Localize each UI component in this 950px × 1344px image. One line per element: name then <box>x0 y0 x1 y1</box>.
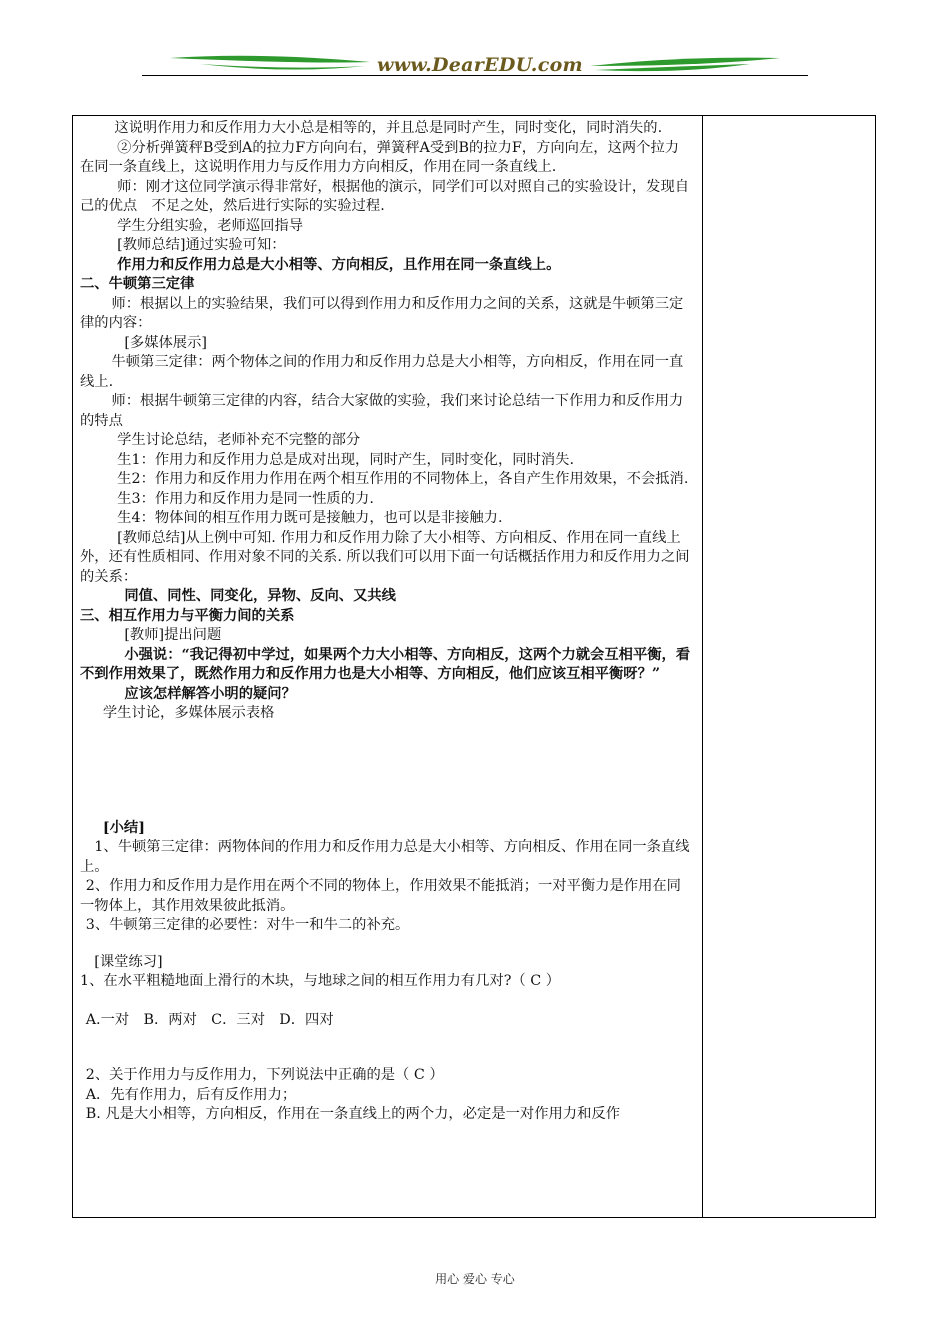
question: 应该怎样解答小明的疑问？ <box>124 685 296 702</box>
paragraph: 学生分组实验，老师巡回指导 <box>117 217 304 234</box>
summary-heading: [小结] <box>102 819 145 836</box>
section-heading: 二、牛顿第三定律 <box>80 276 195 292</box>
blank-space <box>80 936 692 953</box>
page-footer: 用心 爱心 专心 <box>435 1272 515 1286</box>
summary-item: 3、牛顿第三定律的必要性：对牛一和牛二的补充。 <box>85 917 410 933</box>
exercise-option: A．先有作用力，后有反作用力； <box>85 1086 297 1103</box>
header-site-name: www.DearEDU.com <box>377 54 583 76</box>
paragraph: 学生讨论，多媒体展示表格 <box>102 705 275 721</box>
paragraph: 生1：作用力和反作用力总是成对出现，同时产生，同时变化，同时消失. <box>117 451 575 468</box>
paragraph: 生4：物体间的相互作用力既可是接触力，也可以是非接触力. <box>117 510 503 526</box>
paragraph: 师：刚才这位同学演示得非常好，根据他的演示，同学们可以对照自己的实验设计，发现自己的优点 不足之处，然后进行实际的实验过程. <box>80 178 690 214</box>
paragraph: 师：根据牛顿第三定律的内容，结合大家做的实验，我们来讨论总结一下作用力和反作用力的特点 <box>80 393 684 429</box>
table-column-divider <box>702 115 703 1218</box>
paragraph: 牛顿第三定律：两个物体之间的作用力和反作用力总是大小相等，方向相反，作用在同一直线上. <box>80 354 684 390</box>
blank-space <box>80 992 692 1011</box>
lesson-content <box>80 119 692 1125</box>
exercise-heading: [课堂练习] <box>94 953 163 970</box>
summary-phrase: 同值、同性、同变化，异物、反向、又共线 <box>124 588 396 604</box>
paragraph: [教师]提出问题 <box>124 627 222 643</box>
exercise-question: 1、在水平粗糙地面上滑行的木块，与地球之间的相互作用力有几对?（ C ） <box>80 973 560 989</box>
paragraph: 师：根据以上的实验结果，我们可以得到作用力和反作用力之间的关系，这就是牛顿第三定律的内容： <box>80 295 684 331</box>
paragraph: [教师总结]通过实验可知： <box>117 237 286 253</box>
paragraph: 这说明作用力和反作用力大小总是相等的，并且总是同时产生，同时变化，同时消失的. <box>114 120 663 136</box>
paragraph: [教师总结]从上例中可知. 作用力和反作用力除了大小相等、方向相反、作用在同一直线上外，还有性质相同、作用对象不同的关系. 所以我们可以用下面一句话概括作用力和反作用力之间的关系： <box>80 529 690 585</box>
paragraph: 学生讨论总结，老师补充不完整的部分 <box>117 432 361 448</box>
paragraph: 生3：作用力和反作用力是同一性质的力. <box>117 490 374 507</box>
exercise-options: A.一对 B．两对 C．三对 D．四对 <box>85 1011 334 1028</box>
paragraph: [多媒体展示] <box>124 334 207 351</box>
summary-item: 1、牛顿第三定律：两物体间的作用力和反作用力总是大小相等、方向相反、作用在同一条直线上。 <box>80 839 690 875</box>
section-heading: 三、相互作用力与平衡力间的关系 <box>80 607 295 624</box>
blank-space <box>80 724 692 819</box>
paragraph: ②分析弹簧秤B受到A的拉力F方向向右，弹簧秤A受到B的拉力F，方向向左，这两个拉力在同一条直线上，这说明作用力与反作用力方向相反，作用在同一条直线上. <box>80 139 680 175</box>
summary-item: 2、作用力和反作用力是作用在两个不同的物体上，作用效果不能抵消；一对平衡力是作用在同一物体上，其作用效果彼此抵消。 <box>80 878 681 914</box>
question-quote: 小强说：“我记得初中学过，如果两个力大小相等、方向相反，这两个力就会互相平衡，看不到作用效果了，既然作用力和反作用力也是大小相等、方向相反，他们应该互相平衡呀？” <box>80 646 691 682</box>
exercise-option: B. 凡是大小相等，方向相反，作用在一条直线上的两个力，必定是一对作用力和反作 <box>85 1106 620 1122</box>
blank-space <box>80 1030 692 1066</box>
paragraph: 生2：作用力和反作用力作用在两个相互作用的不同物体上，各自产生作用效果，不会抵消. <box>117 471 689 487</box>
paragraph-bold: 作用力和反作用力总是大小相等、方向相反，且作用在同一条直线上。 <box>117 256 561 273</box>
exercise-question: 2、关于作用力与反作用力，下列说法中正确的是（ C ） <box>85 1067 444 1083</box>
